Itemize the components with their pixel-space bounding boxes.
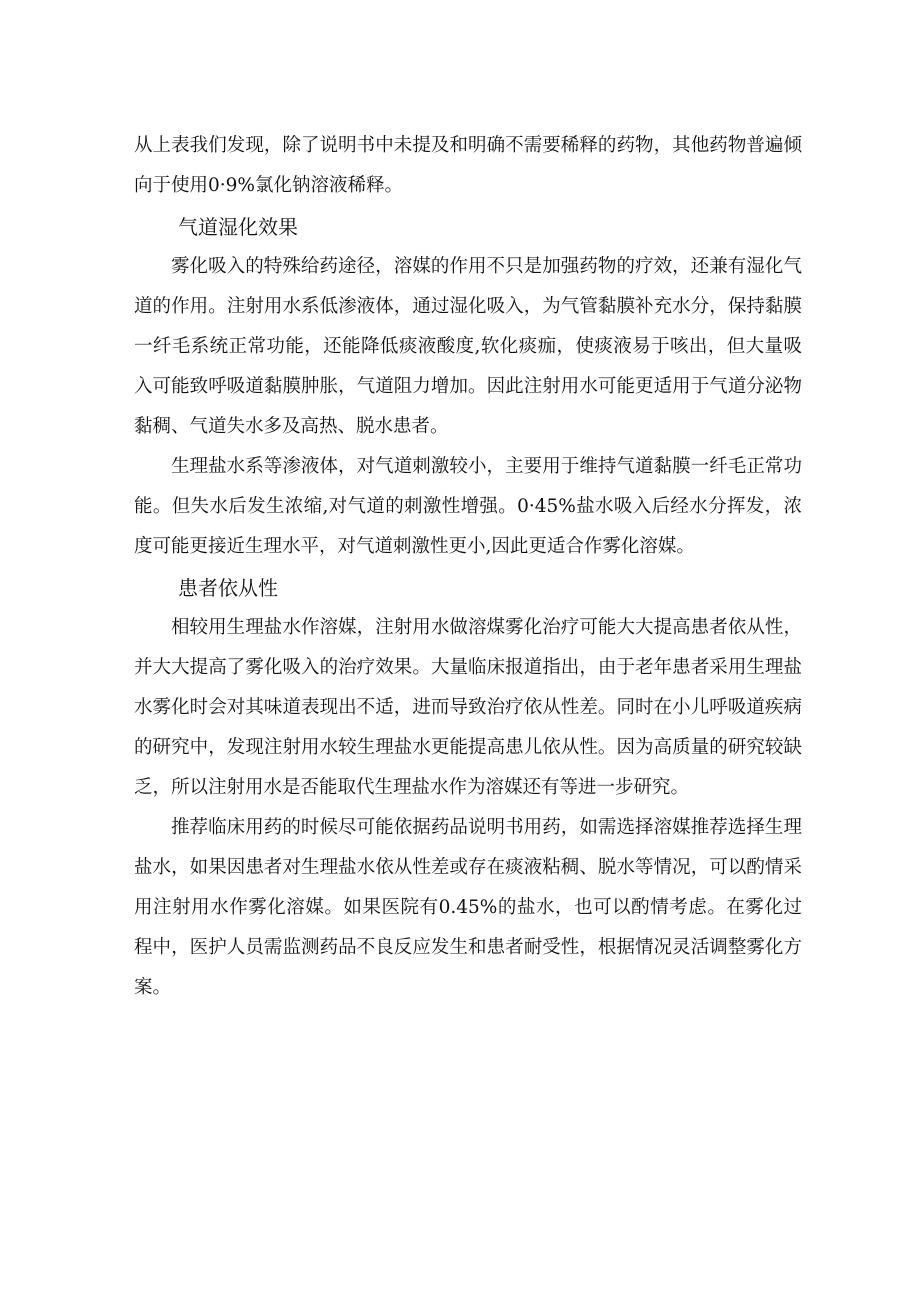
document-body (134, 126, 802, 1008)
recommendation-paragraph: 推荐临床用药的时候尽可能依据药品说明书用药，如需选择溶媒推荐选择生理盐水，如果因患者对生理盐水依从性差或存在痰液粘稠、脱水等情况，可以酌情采用注射用水作雾化溶媒。如果医院有0.45%的盐水，也可以酌情考虑。在雾化过程中，医护人员需监测药品不良反应发生和患者耐受性，根据情况灵活调整雾化方案。 (134, 817, 802, 998)
humidification-paragraph-2: 生理盐水系等渗液体，对气道刺激较小，主要用于维持气道黏膜一纤毛正常功能。但失水后发生浓缩,对气道的刺激性增强。0·45%盐水吸入后经水分挥发，浓度可能更接近生理水平，对气道刺激性更小,因此更适合作雾化溶媒。 (134, 456, 802, 557)
heading-airway-humidification: 气道湿化效果 (178, 215, 298, 239)
intro-paragraph: 从上表我们发现，除了说明书中未提及和明确不需要稀释的药物，其他药物普遍倾向于使用0·9%氯化钠溶液稀释。 (134, 135, 802, 196)
humidification-paragraph-1: 雾化吸入的特殊给药途径，溶媒的作用不只是加强药物的疗效，还兼有湿化气道的作用。注射用水系低渗液体，通过湿化吸入，为气管黏膜补充水分，保持黏膜一纤毛系统正常功能，还能降低痰液酸度,软化痰痂，使痰液易于咳出，但大量吸入可能致呼吸道黏膜肿胀，气道阻力增加。因此注射用水可能更适用于气道分泌物黏稠、气道失水多及高热、脱水患者。 (134, 256, 802, 437)
heading-patient-compliance: 患者依从性 (178, 576, 278, 600)
compliance-paragraph: 相较用生理盐水作溶媒，注射用水做溶煤雾化治疗可能大大提高患者依从性，并大大提高了雾化吸入的治疗效果。大量临床报道指出，由于老年患者采用生理盐水雾化时会对其味道表现出不适，进而导致治疗依从性差。同时在小儿呼吸道疾病的研究中，发现注射用水较生理盐水更能提高患儿依从性。因为高质量的研究较缺乏，所以注射用水是否能取代生理盐水作为溶媒还有等进一步研究。 (134, 617, 802, 798)
